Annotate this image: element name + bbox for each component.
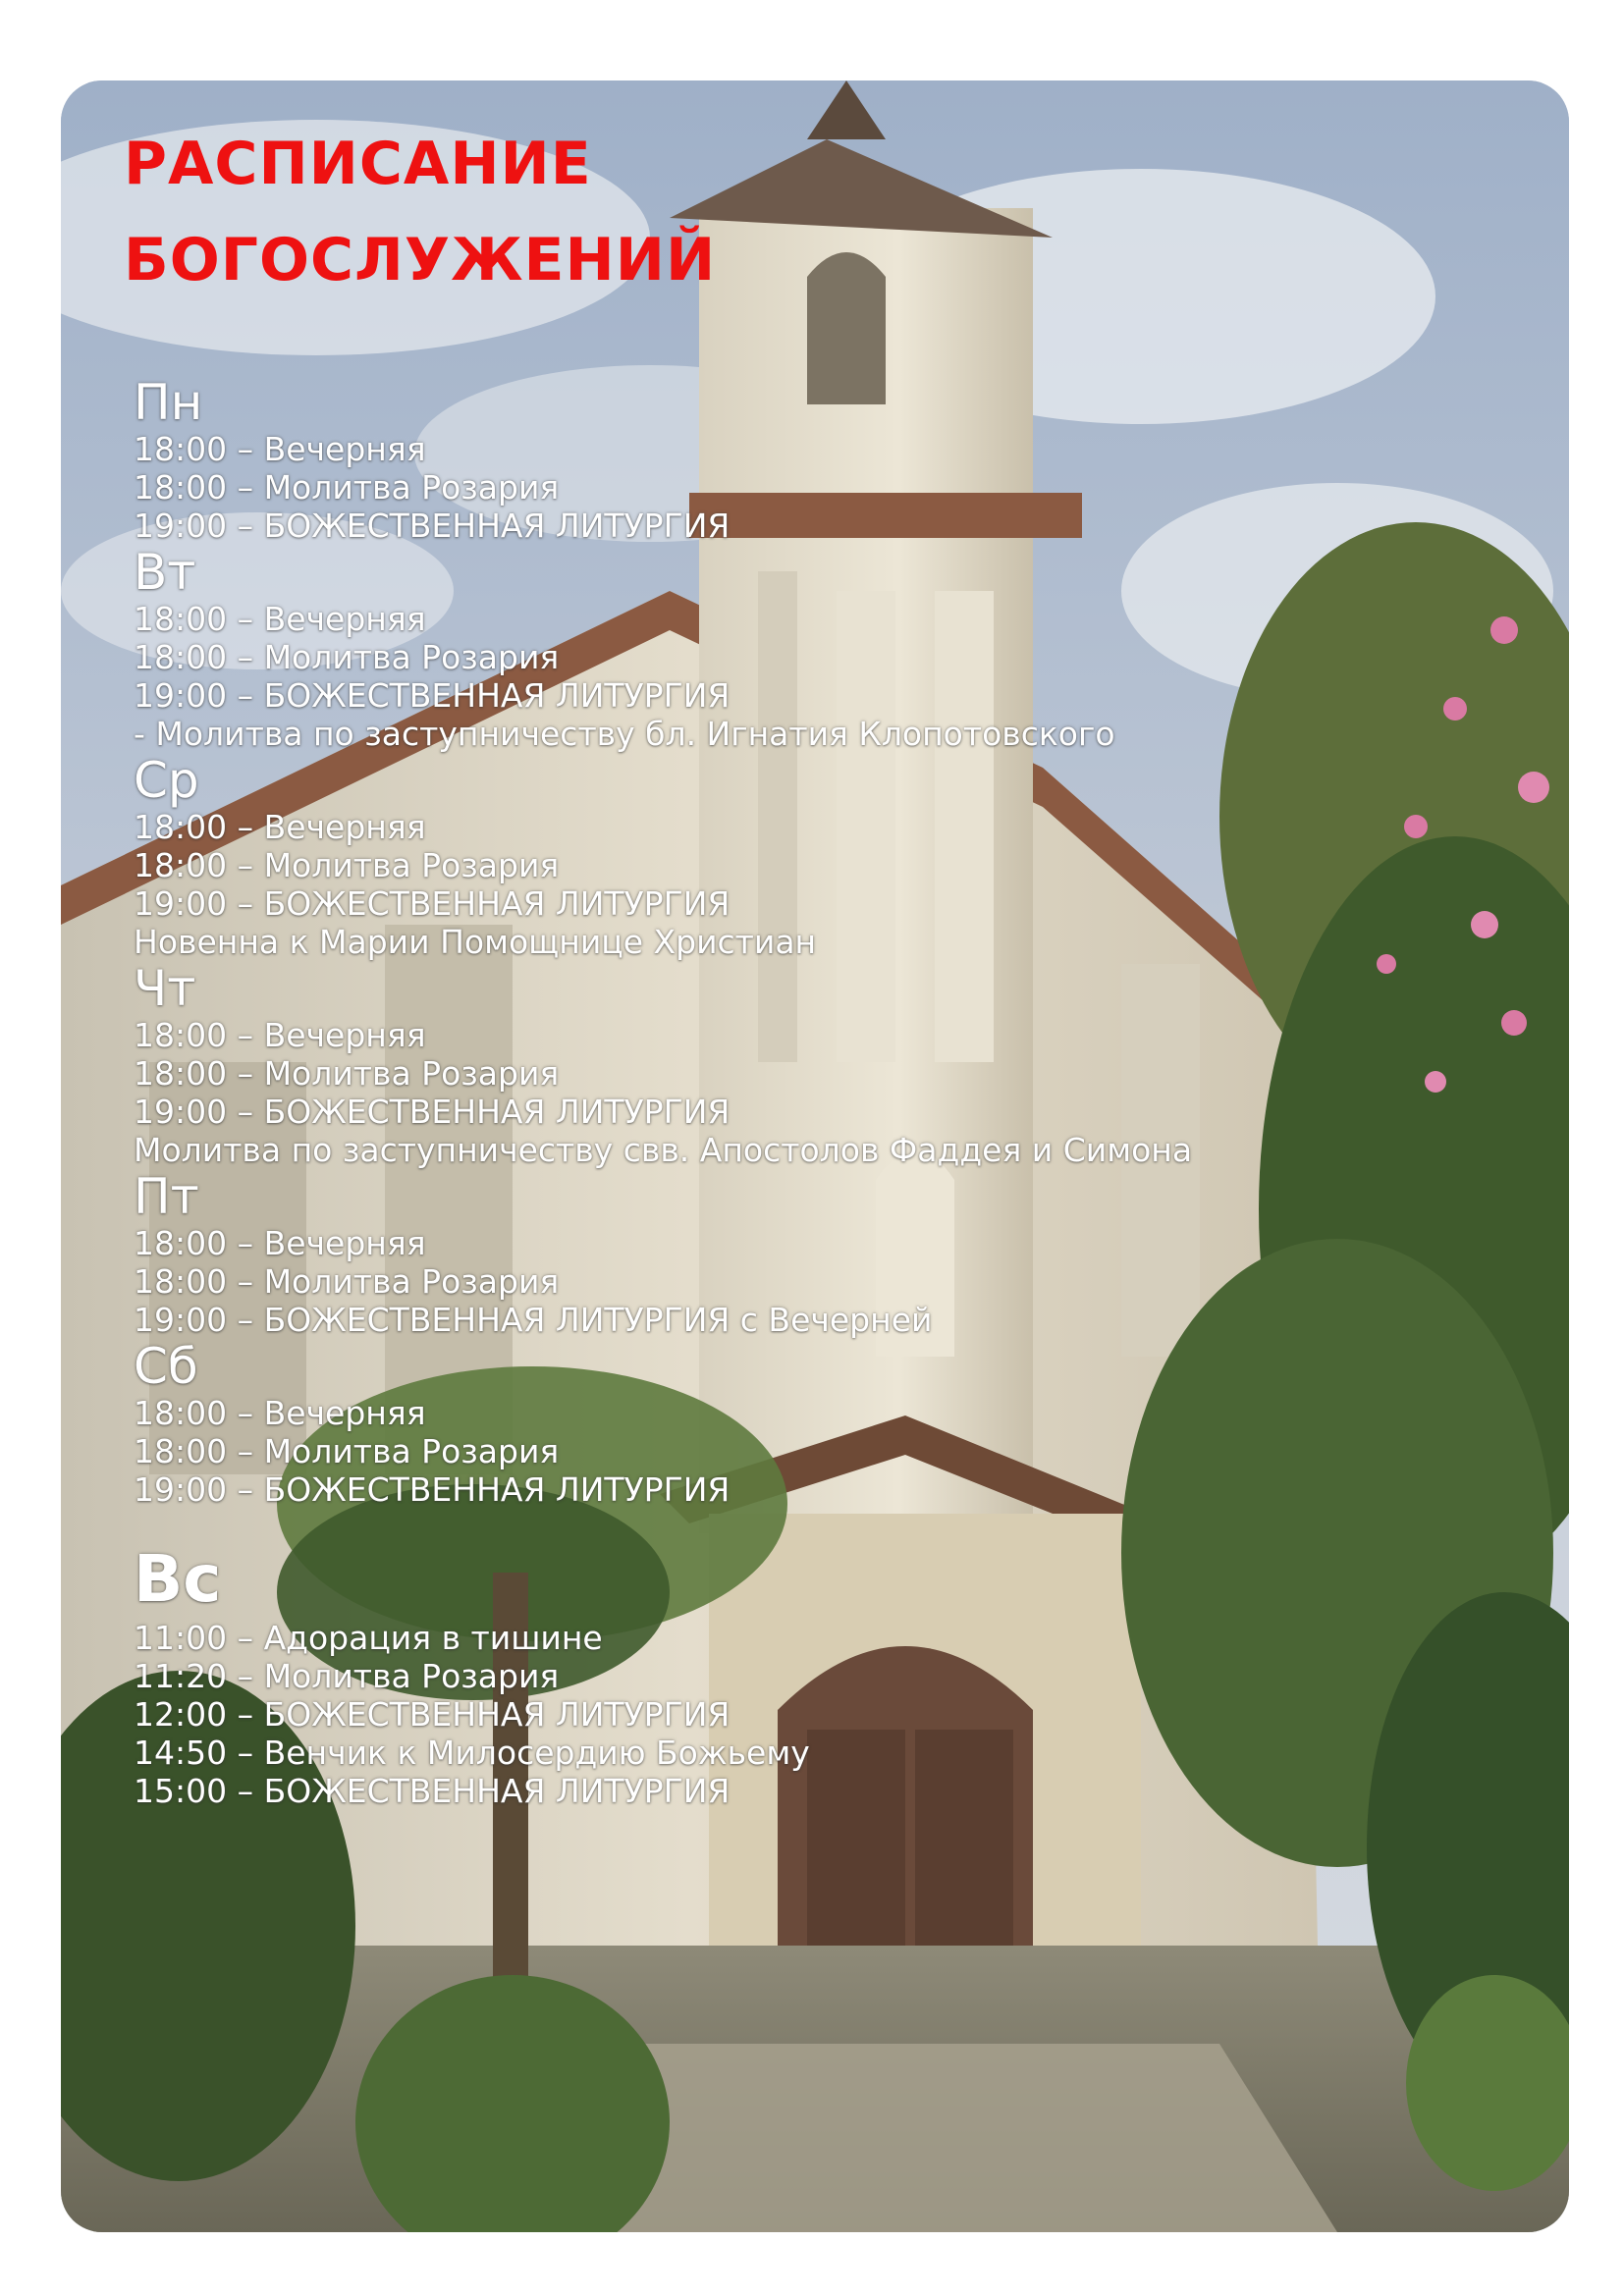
day-block-tuesday: [134, 545, 1508, 753]
service-line: 19:00 – БОЖЕСТВЕННАЯ ЛИТУРГИЯ: [134, 1470, 731, 1509]
service-line: 19:00 – БОЖЕСТВЕННАЯ ЛИТУРГИЯ: [134, 507, 731, 545]
day-block-saturday: [134, 1339, 1508, 1509]
day-block-thursday: [134, 961, 1508, 1169]
service-line: 18:00 – Молитва Розария: [134, 1262, 560, 1301]
service-line: 14:50 – Венчик к Милосердию Божьему: [134, 1734, 810, 1772]
service-line: 12:00 – БОЖЕСТВЕННАЯ ЛИТУРГИЯ: [134, 1695, 731, 1734]
service-line: 18:00 – Молитва Розария: [134, 1054, 560, 1093]
day-heading: Ср: [134, 752, 199, 809]
day-heading: Сб: [134, 1338, 198, 1395]
service-line: 19:00 – БОЖЕСТВЕННАЯ ЛИТУРГИЯ: [134, 1093, 731, 1131]
day-block-wednesday: [134, 753, 1508, 961]
service-line: Молитва по заступничеству свв. Апостолов Фаддея и Симона: [134, 1131, 1193, 1169]
service-line: 11:00 – Адорация в тишине: [134, 1619, 603, 1657]
service-line: 18:00 – Вечерняя: [134, 430, 426, 468]
service-schedule: [134, 375, 1508, 1810]
service-line: 18:00 – Вечерняя: [134, 1016, 426, 1054]
service-line: 18:00 – Вечерняя: [134, 808, 426, 846]
day-heading: Пт: [134, 1168, 199, 1225]
service-line: 18:00 – Молитва Розария: [134, 1432, 560, 1470]
service-line: 11:20 – Молитва Розария: [134, 1657, 560, 1695]
service-line: 18:00 – Молитва Розария: [134, 846, 560, 884]
service-line: 15:00 – БОЖЕСТВЕННАЯ ЛИТУРГИЯ: [134, 1772, 731, 1810]
title-line-2: БОГОСЛУЖЕНИЙ: [124, 226, 717, 294]
service-line: 18:00 – Вечерняя: [134, 1224, 426, 1262]
service-line: 18:00 – Молитва Розария: [134, 468, 560, 507]
day-heading: Вт: [134, 544, 196, 601]
title-line-1: РАСПИСАНИЕ: [124, 130, 592, 198]
day-block-sunday: [134, 1541, 1508, 1810]
service-line: 18:00 – Вечерняя: [134, 600, 426, 638]
service-line: Новенна к Марии Помощнице Христиан: [134, 923, 817, 961]
service-line: 19:00 – БОЖЕСТВЕННАЯ ЛИТУРГИЯ: [134, 884, 731, 923]
service-line: 18:00 – Вечерняя: [134, 1394, 426, 1432]
day-heading: Чт: [134, 960, 196, 1017]
day-heading: Пн: [134, 374, 203, 431]
service-line: - Молитва по заступничеству бл. Игнатия Клопотовского: [134, 715, 1115, 753]
page-title: [124, 116, 716, 308]
service-line: 19:00 – БОЖЕСТВЕННАЯ ЛИТУРГИЯ с Вечерней: [134, 1301, 933, 1339]
service-line: 18:00 – Молитва Розария: [134, 638, 560, 676]
schedule-content: [61, 80, 1569, 2232]
day-block-monday: [134, 375, 1508, 545]
poster: [61, 80, 1569, 2232]
service-line: 19:00 – БОЖЕСТВЕННАЯ ЛИТУРГИЯ: [134, 676, 731, 715]
day-block-friday: [134, 1169, 1508, 1339]
day-heading: Вс: [134, 1541, 222, 1617]
